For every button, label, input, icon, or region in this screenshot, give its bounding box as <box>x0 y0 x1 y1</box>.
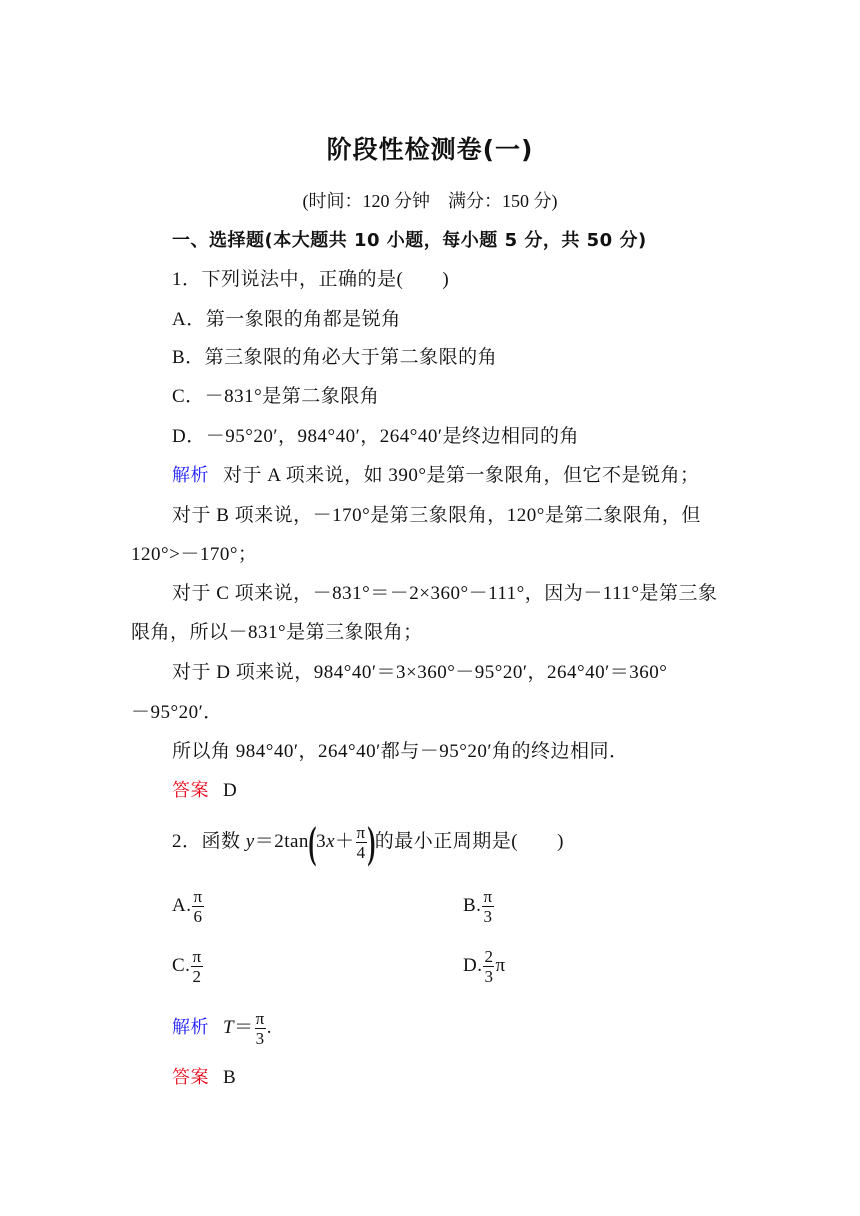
section-heading: 一、选择题(本大题共 10 小题，每小题 5 分，共 50 分) <box>172 230 647 251</box>
right-paren: ) <box>367 817 376 867</box>
q1-answer <box>172 779 237 803</box>
q1-analysis-line-6: 对于 D 项来说，984°40′＝3×360°－95°20′，264°40′＝360° <box>172 662 668 683</box>
q2-stem: 2．函数 y＝2tan(3x＋ $\frac{\pi}{4}$ )的最小正周期是( ) <box>172 817 564 867</box>
answer-value: B <box>223 1067 237 1088</box>
fraction-pi-over-4: $\frac{\pi}{4}$ <box>356 823 366 863</box>
q2-option-c: C. $\frac{\pi}{2}$ <box>172 947 202 987</box>
analysis-text: 对于 A 项来说，如 390°是第一象限角，但它不是锐角； <box>223 465 700 486</box>
q1-analysis-line-5: 限角，所以－831°是第三象限角； <box>131 622 423 643</box>
answer-label: 答案 <box>172 1067 209 1088</box>
analysis-label: 解析 <box>172 465 209 486</box>
q1-stem: 1．下列说法中，正确的是( ) <box>172 269 450 290</box>
q2-analysis: 解析 T＝ $\frac{\pi}{3}$ . <box>172 1009 272 1049</box>
q2-option-b: B. $\frac{\pi}{3}$ <box>463 887 493 927</box>
q1-analysis-line-3: 120°>－170°； <box>131 544 258 565</box>
q2-option-a: A. $\frac{\pi}{6}$ <box>172 887 203 927</box>
exam-meta: (时间：120 分钟 满分：150 分) <box>302 191 558 211</box>
analysis-label: 解析 <box>172 1017 209 1038</box>
q1-analysis-line-1 <box>172 464 700 488</box>
answer-label: 答案 <box>172 780 209 801</box>
q1-option-c: C．－831°是第二象限角 <box>172 386 380 407</box>
q1-analysis-line-2: 对于 B 项来说，－170°是第三象限角，120°是第二象限角，但 <box>172 505 701 526</box>
q1-analysis-line-7: －95°20′． <box>131 702 223 723</box>
left-paren: ( <box>308 817 317 867</box>
q2-option-d: D. $\frac{2}{3}$ π <box>463 947 506 987</box>
q1-option-b: B．第三象限的角必大于第二象限的角 <box>172 347 498 368</box>
q1-analysis-line-8: 所以角 984°40′，264°40′都与－95°20′角的终边相同． <box>172 741 629 762</box>
q2-answer <box>172 1066 236 1090</box>
answer-value: D <box>223 780 238 801</box>
page-title: 阶段性检测卷(一) <box>326 135 534 164</box>
q1-option-a: A．第一象限的角都是锐角 <box>172 309 401 330</box>
q1-option-d: D．－95°20′，984°40′，264°40′是终边相同的角 <box>172 426 579 447</box>
q1-analysis-line-4: 对于 C 项来说，－831°＝－2×360°－111°，因为－111°是第三象 <box>172 583 718 604</box>
